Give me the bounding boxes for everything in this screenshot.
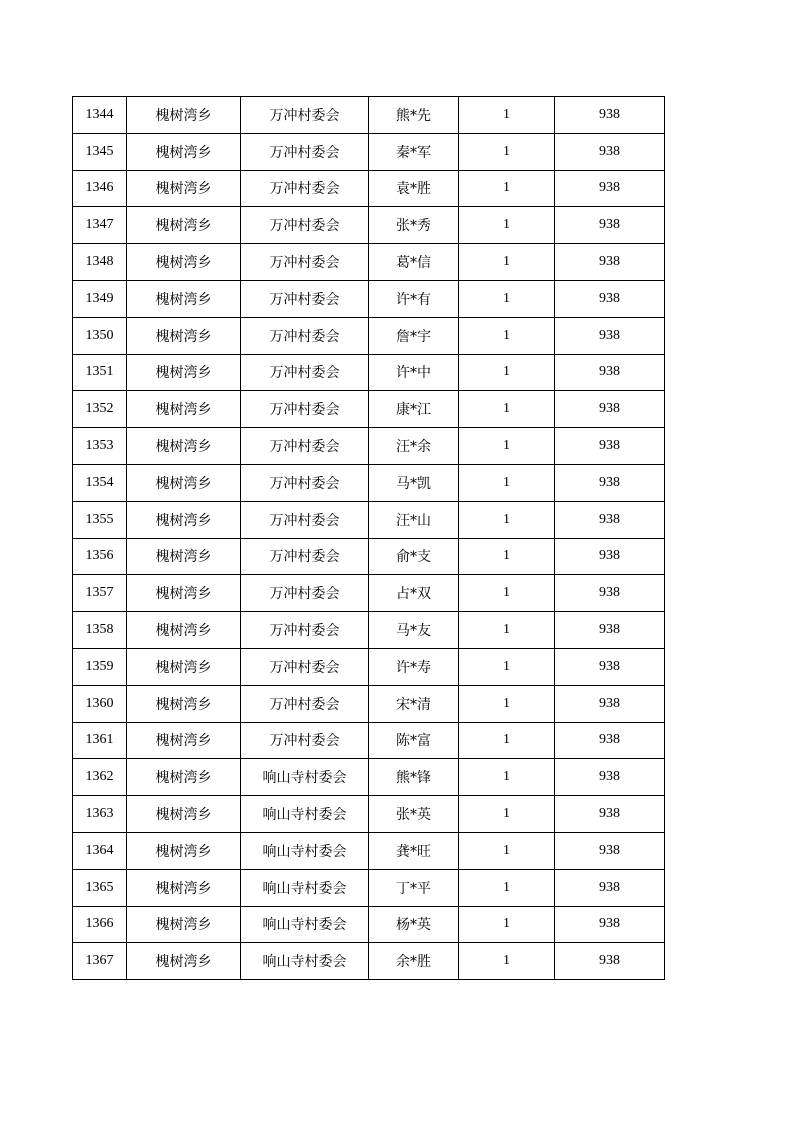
village-committee-cell: 万冲村委会 bbox=[241, 612, 369, 649]
amount-cell: 938 bbox=[555, 317, 665, 354]
table-row bbox=[73, 685, 665, 722]
count-cell: 1 bbox=[459, 906, 555, 943]
table-row bbox=[73, 428, 665, 465]
table-row bbox=[73, 354, 665, 391]
amount-cell: 938 bbox=[555, 464, 665, 501]
amount-cell: 938 bbox=[555, 906, 665, 943]
amount-cell: 938 bbox=[555, 832, 665, 869]
amount-cell: 938 bbox=[555, 575, 665, 612]
row-number-cell: 1360 bbox=[73, 685, 127, 722]
person-name-cell: 丁*平 bbox=[369, 869, 459, 906]
township-cell: 槐树湾乡 bbox=[127, 428, 241, 465]
table-row bbox=[73, 538, 665, 575]
person-name-cell: 秦*军 bbox=[369, 133, 459, 170]
table-row bbox=[73, 648, 665, 685]
count-cell: 1 bbox=[459, 943, 555, 980]
village-committee-cell: 响山寺村委会 bbox=[241, 869, 369, 906]
table-body bbox=[73, 97, 665, 980]
village-committee-cell: 万冲村委会 bbox=[241, 280, 369, 317]
amount-cell: 938 bbox=[555, 428, 665, 465]
person-name-cell: 许*中 bbox=[369, 354, 459, 391]
count-cell: 1 bbox=[459, 428, 555, 465]
count-cell: 1 bbox=[459, 170, 555, 207]
row-number-cell: 1348 bbox=[73, 244, 127, 281]
row-number-cell: 1349 bbox=[73, 280, 127, 317]
person-name-cell: 马*友 bbox=[369, 612, 459, 649]
township-cell: 槐树湾乡 bbox=[127, 207, 241, 244]
row-number-cell: 1367 bbox=[73, 943, 127, 980]
village-committee-cell: 万冲村委会 bbox=[241, 133, 369, 170]
beneficiary-table bbox=[72, 96, 665, 980]
person-name-cell: 康*江 bbox=[369, 391, 459, 428]
person-name-cell: 张*英 bbox=[369, 796, 459, 833]
row-number-cell: 1363 bbox=[73, 796, 127, 833]
table-row bbox=[73, 133, 665, 170]
count-cell: 1 bbox=[459, 317, 555, 354]
count-cell: 1 bbox=[459, 722, 555, 759]
amount-cell: 938 bbox=[555, 685, 665, 722]
count-cell: 1 bbox=[459, 575, 555, 612]
row-number-cell: 1355 bbox=[73, 501, 127, 538]
row-number-cell: 1347 bbox=[73, 207, 127, 244]
village-committee-cell: 万冲村委会 bbox=[241, 722, 369, 759]
amount-cell: 938 bbox=[555, 170, 665, 207]
person-name-cell: 熊*锋 bbox=[369, 759, 459, 796]
count-cell: 1 bbox=[459, 133, 555, 170]
row-number-cell: 1362 bbox=[73, 759, 127, 796]
village-committee-cell: 万冲村委会 bbox=[241, 428, 369, 465]
person-name-cell: 杨*英 bbox=[369, 906, 459, 943]
amount-cell: 938 bbox=[555, 280, 665, 317]
township-cell: 槐树湾乡 bbox=[127, 759, 241, 796]
township-cell: 槐树湾乡 bbox=[127, 317, 241, 354]
row-number-cell: 1352 bbox=[73, 391, 127, 428]
person-name-cell: 龚*旺 bbox=[369, 832, 459, 869]
table-row bbox=[73, 280, 665, 317]
township-cell: 槐树湾乡 bbox=[127, 943, 241, 980]
person-name-cell: 陈*富 bbox=[369, 722, 459, 759]
person-name-cell: 张*秀 bbox=[369, 207, 459, 244]
table-row bbox=[73, 612, 665, 649]
township-cell: 槐树湾乡 bbox=[127, 464, 241, 501]
row-number-cell: 1358 bbox=[73, 612, 127, 649]
amount-cell: 938 bbox=[555, 207, 665, 244]
amount-cell: 938 bbox=[555, 943, 665, 980]
person-name-cell: 宋*清 bbox=[369, 685, 459, 722]
count-cell: 1 bbox=[459, 391, 555, 428]
person-name-cell: 袁*胜 bbox=[369, 170, 459, 207]
row-number-cell: 1351 bbox=[73, 354, 127, 391]
count-cell: 1 bbox=[459, 280, 555, 317]
count-cell: 1 bbox=[459, 869, 555, 906]
row-number-cell: 1356 bbox=[73, 538, 127, 575]
table-row bbox=[73, 796, 665, 833]
row-number-cell: 1359 bbox=[73, 648, 127, 685]
amount-cell: 938 bbox=[555, 796, 665, 833]
village-committee-cell: 响山寺村委会 bbox=[241, 943, 369, 980]
township-cell: 槐树湾乡 bbox=[127, 244, 241, 281]
row-number-cell: 1361 bbox=[73, 722, 127, 759]
table-row bbox=[73, 722, 665, 759]
person-name-cell: 汪*山 bbox=[369, 501, 459, 538]
person-name-cell: 俞*支 bbox=[369, 538, 459, 575]
row-number-cell: 1346 bbox=[73, 170, 127, 207]
township-cell: 槐树湾乡 bbox=[127, 575, 241, 612]
amount-cell: 938 bbox=[555, 354, 665, 391]
township-cell: 槐树湾乡 bbox=[127, 869, 241, 906]
table-row bbox=[73, 759, 665, 796]
table-row bbox=[73, 170, 665, 207]
table-row bbox=[73, 244, 665, 281]
row-number-cell: 1344 bbox=[73, 97, 127, 134]
person-name-cell: 马*凯 bbox=[369, 464, 459, 501]
township-cell: 槐树湾乡 bbox=[127, 906, 241, 943]
township-cell: 槐树湾乡 bbox=[127, 280, 241, 317]
township-cell: 槐树湾乡 bbox=[127, 796, 241, 833]
village-committee-cell: 万冲村委会 bbox=[241, 648, 369, 685]
table-row bbox=[73, 869, 665, 906]
count-cell: 1 bbox=[459, 538, 555, 575]
row-number-cell: 1353 bbox=[73, 428, 127, 465]
person-name-cell: 许*有 bbox=[369, 280, 459, 317]
township-cell: 槐树湾乡 bbox=[127, 612, 241, 649]
table-row bbox=[73, 832, 665, 869]
amount-cell: 938 bbox=[555, 722, 665, 759]
village-committee-cell: 万冲村委会 bbox=[241, 317, 369, 354]
table-row bbox=[73, 943, 665, 980]
person-name-cell: 熊*先 bbox=[369, 97, 459, 134]
count-cell: 1 bbox=[459, 97, 555, 134]
village-committee-cell: 万冲村委会 bbox=[241, 501, 369, 538]
village-committee-cell: 响山寺村委会 bbox=[241, 906, 369, 943]
amount-cell: 938 bbox=[555, 648, 665, 685]
village-committee-cell: 万冲村委会 bbox=[241, 97, 369, 134]
village-committee-cell: 万冲村委会 bbox=[241, 354, 369, 391]
township-cell: 槐树湾乡 bbox=[127, 648, 241, 685]
row-number-cell: 1357 bbox=[73, 575, 127, 612]
township-cell: 槐树湾乡 bbox=[127, 685, 241, 722]
table-row bbox=[73, 391, 665, 428]
person-name-cell: 许*寿 bbox=[369, 648, 459, 685]
table-row bbox=[73, 207, 665, 244]
village-committee-cell: 万冲村委会 bbox=[241, 538, 369, 575]
count-cell: 1 bbox=[459, 832, 555, 869]
amount-cell: 938 bbox=[555, 869, 665, 906]
township-cell: 槐树湾乡 bbox=[127, 538, 241, 575]
row-number-cell: 1354 bbox=[73, 464, 127, 501]
row-number-cell: 1350 bbox=[73, 317, 127, 354]
village-committee-cell: 万冲村委会 bbox=[241, 575, 369, 612]
person-name-cell: 占*双 bbox=[369, 575, 459, 612]
village-committee-cell: 万冲村委会 bbox=[241, 464, 369, 501]
row-number-cell: 1365 bbox=[73, 869, 127, 906]
table-row bbox=[73, 97, 665, 134]
village-committee-cell: 万冲村委会 bbox=[241, 170, 369, 207]
table-row bbox=[73, 317, 665, 354]
count-cell: 1 bbox=[459, 207, 555, 244]
village-committee-cell: 万冲村委会 bbox=[241, 244, 369, 281]
village-committee-cell: 万冲村委会 bbox=[241, 207, 369, 244]
amount-cell: 938 bbox=[555, 612, 665, 649]
township-cell: 槐树湾乡 bbox=[127, 170, 241, 207]
village-committee-cell: 响山寺村委会 bbox=[241, 796, 369, 833]
count-cell: 1 bbox=[459, 244, 555, 281]
village-committee-cell: 万冲村委会 bbox=[241, 685, 369, 722]
township-cell: 槐树湾乡 bbox=[127, 133, 241, 170]
count-cell: 1 bbox=[459, 685, 555, 722]
township-cell: 槐树湾乡 bbox=[127, 97, 241, 134]
amount-cell: 938 bbox=[555, 759, 665, 796]
person-name-cell: 余*胜 bbox=[369, 943, 459, 980]
amount-cell: 938 bbox=[555, 97, 665, 134]
amount-cell: 938 bbox=[555, 501, 665, 538]
township-cell: 槐树湾乡 bbox=[127, 501, 241, 538]
person-name-cell: 詹*宇 bbox=[369, 317, 459, 354]
table-row bbox=[73, 464, 665, 501]
table-row bbox=[73, 906, 665, 943]
count-cell: 1 bbox=[459, 612, 555, 649]
township-cell: 槐树湾乡 bbox=[127, 391, 241, 428]
village-committee-cell: 响山寺村委会 bbox=[241, 832, 369, 869]
row-number-cell: 1345 bbox=[73, 133, 127, 170]
count-cell: 1 bbox=[459, 796, 555, 833]
village-committee-cell: 响山寺村委会 bbox=[241, 759, 369, 796]
table-row bbox=[73, 575, 665, 612]
village-committee-cell: 万冲村委会 bbox=[241, 391, 369, 428]
township-cell: 槐树湾乡 bbox=[127, 354, 241, 391]
amount-cell: 938 bbox=[555, 244, 665, 281]
count-cell: 1 bbox=[459, 648, 555, 685]
count-cell: 1 bbox=[459, 354, 555, 391]
table-row bbox=[73, 501, 665, 538]
person-name-cell: 葛*信 bbox=[369, 244, 459, 281]
amount-cell: 938 bbox=[555, 538, 665, 575]
amount-cell: 938 bbox=[555, 133, 665, 170]
person-name-cell: 汪*余 bbox=[369, 428, 459, 465]
township-cell: 槐树湾乡 bbox=[127, 832, 241, 869]
row-number-cell: 1364 bbox=[73, 832, 127, 869]
row-number-cell: 1366 bbox=[73, 906, 127, 943]
count-cell: 1 bbox=[459, 464, 555, 501]
count-cell: 1 bbox=[459, 501, 555, 538]
township-cell: 槐树湾乡 bbox=[127, 722, 241, 759]
amount-cell: 938 bbox=[555, 391, 665, 428]
count-cell: 1 bbox=[459, 759, 555, 796]
